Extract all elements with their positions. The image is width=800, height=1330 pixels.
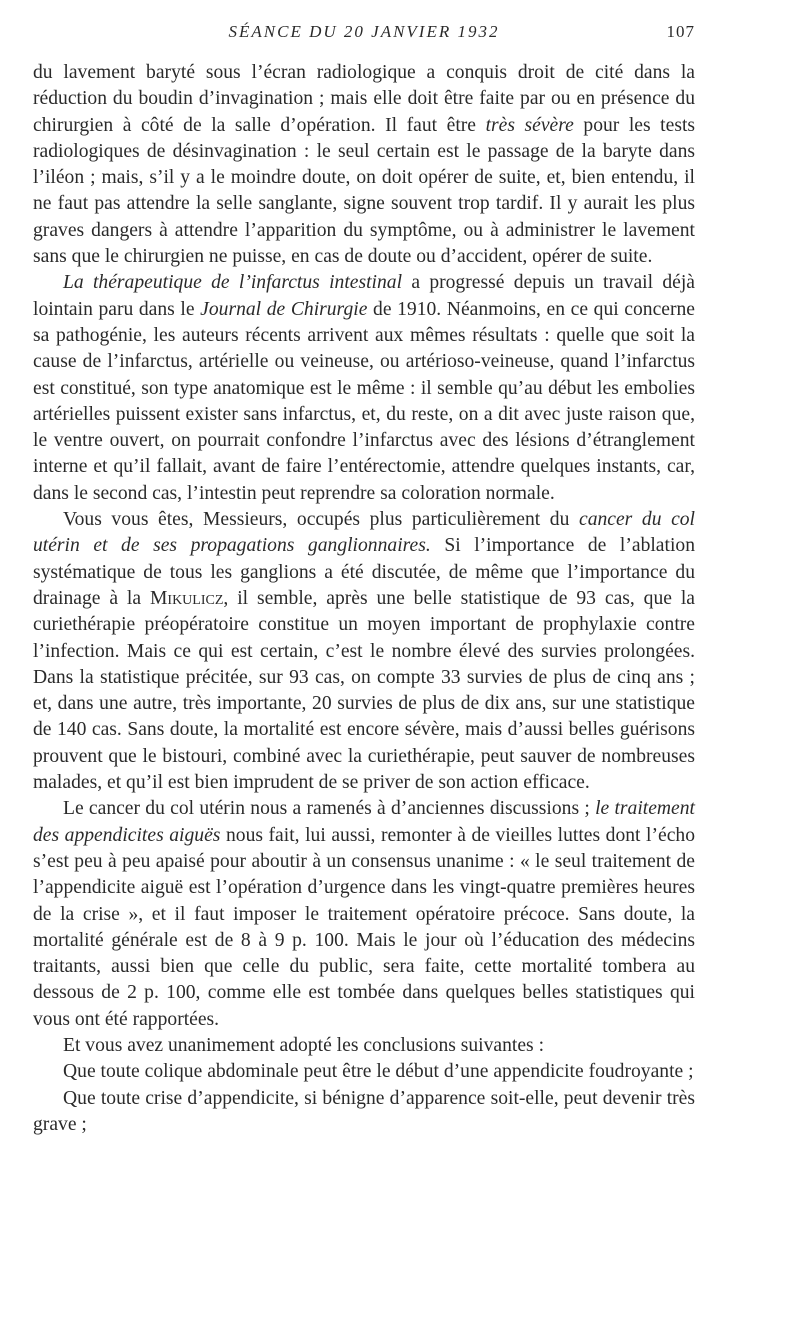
header-title: SÉANCE DU 20 JANVIER 1932 bbox=[228, 22, 500, 41]
emphasis-infarctus: La thérapeutique de l’infarctus intestinal bbox=[63, 272, 403, 294]
paragraph-2-text-a: a progressé depuis un travail déjà lointain paru dans le bbox=[33, 272, 695, 320]
paragraph-1-text-b: pour les tests radiologiques de désinvagination : le seul certain est le passage de la baryte dans l’iléon ; mais, s’il y a le moindre doute, on doit opérer de suite, et, bien entendu, il ne faut pas attendre la selle sanglante, signe souvent trop tardif. Il y aurait les plus graves dangers à attendre l’apparition du symptôme, ou à administrer le lavement sans que le chirurgien ne puisse, en cas de doute ou d’accident, opérer de suite. bbox=[33, 114, 696, 268]
paragraph-3-text-b: Si l’importance de l’ablation systématique de tous les ganglions a été discutée, de même que l’importance du drainage à la bbox=[33, 535, 695, 609]
paragraph-3-text-a: Vous vous êtes, Messieurs, occupés plus particulièrement du bbox=[63, 509, 570, 531]
emphasis-cancer-col: cancer du col utérin et de ses propagations ganglionnaires. bbox=[33, 509, 696, 557]
body-text bbox=[33, 60, 695, 1138]
page-number: 107 bbox=[666, 22, 695, 41]
running-header bbox=[33, 22, 695, 46]
paragraph-2 bbox=[33, 270, 695, 507]
emphasis-appendicites: le traitement des appendicites aiguës bbox=[33, 798, 695, 846]
paragraph-5: Et vous avez unanimement adopté les conclusions suivantes : bbox=[63, 1034, 545, 1056]
paragraph-4-text-a: Le cancer du col utérin nous a ramenés à d’anciennes discussions ; bbox=[63, 798, 590, 820]
paragraph-4 bbox=[33, 796, 695, 1033]
paragraph-4-text-b: nous fait, lui aussi, remonter à de vieilles luttes dont l’écho s’est peu à peu apaisé pour aboutir à un consensus unanime : « le seul traitement de l’appendicite aiguë est l’opération d’urgence dans les vingt-quatre premières heures de la crise », et il faut imposer le traitement opératoire précoce. Sans doute, la mortalité générale est de 8 à 9 p. 100. Mais le jour où l’éducation des médecins traitants, aussi bien que celle du public, sera faite, cette mortalité tombera au dessous de 2 p. 100, comme elle est tombée dans quelques belles statistiques qui vous ont été rapportées. bbox=[33, 824, 695, 1030]
emphasis-tres-severe: très sévère bbox=[485, 114, 574, 136]
paragraph-1 bbox=[33, 60, 695, 270]
paragraph-1-text: du lavement baryté sous l’écran radiologique a conquis droit de cité dans la réduction du boudin d’invagination ; mais elle doit être faite par ou en présence du chirurgien à côté de la salle d’opération. Il faut être bbox=[33, 62, 695, 136]
paragraph-2-text-b: de 1910. Néanmoins, en ce qui concerne sa pathogénie, les auteurs récents arrivent aux mêmes résultats : quelle que soit la cause de l’infarctus, artérielle ou veineuse, ou artérioso-veineuse, quand l’infarctus est constitué, son type anatomique est le même : il semble qu’au début les embolies artérielles puissent exister sans infarctus, et, du reste, on a dit avec juste raison que, le ventre ouvert, on pourrait confondre l’infarctus avec des lésions d’étranglement interne et qu’il fallait, avant de faire l’entérectomie, attendre quelques instants, car, dans le second cas, l’intestin peut reprendre sa coloration normale. bbox=[33, 298, 695, 504]
paragraph-6: Que toute colique abdominale peut être le début d’une appendicite foudroyante ; bbox=[63, 1061, 694, 1083]
paragraph-3 bbox=[33, 507, 695, 796]
paragraph-3-text-c: , il semble, après une belle statistique de 93 cas, que la curiethérapie préopératoire constitue un moyen important de prophylaxie contre l’infection. Mais ce qui est certain, c’est le nombre élevé des survies prolongées. Dans la statistique précitée, sur 93 cas, on compte 33 survies de plus de cinq ans ; et, dans une autre, très importante, 20 survies de plus de dix ans, sur une statistique de 140 cas. Sans doute, la mortalité est encore sévère, mais d’aussi belles guérisons prouvent que le bistouri, combiné avec la curiethérapie, peut sauver de nombreuses malades, et qu’il est bien imprudent de se priver de son action efficace. bbox=[33, 587, 695, 794]
paragraph-7: Que toute crise d’appendicite, si bénigne d’apparence soit-elle, peut devenir très grave ; bbox=[33, 1087, 695, 1135]
emphasis-journal: Journal de Chirurgie bbox=[200, 298, 368, 320]
author-name: Mikulicz bbox=[149, 587, 224, 609]
